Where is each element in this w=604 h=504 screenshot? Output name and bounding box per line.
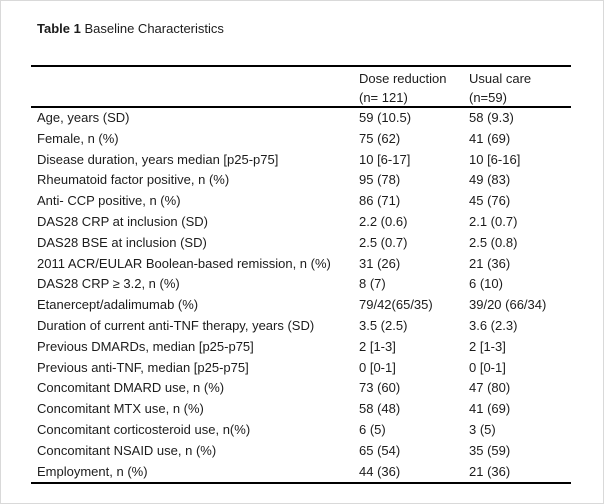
- usual-care-value: 41 (69): [469, 130, 511, 146]
- row-label: Concomitant corticosteroid use, n(%): [37, 421, 251, 437]
- header-dose-reduction-label: Dose reduction: [359, 71, 447, 86]
- row-label: Concomitant MTX use, n (%): [37, 401, 204, 417]
- table-row: [31, 129, 571, 150]
- dose-reduction-value: 0 [0-1]: [359, 359, 396, 375]
- dose-reduction-value: 3.5 (2.5): [359, 317, 408, 333]
- row-label: 2011 ACR/EULAR Boolean-based remission, n (%): [37, 255, 331, 271]
- dose-reduction-value: 75 (62): [359, 130, 401, 146]
- dose-reduction-value: 10 [6-17]: [359, 151, 411, 167]
- usual-care-value: 2.5 (0.8): [469, 234, 518, 250]
- row-label: Disease duration, years median [p25-p75]: [37, 151, 279, 167]
- table-row: [31, 441, 571, 462]
- table-row: [31, 378, 571, 399]
- usual-care-value: 3 (5): [469, 421, 496, 437]
- table-row: [31, 462, 571, 483]
- usual-care-value: 47 (80): [469, 380, 511, 396]
- usual-care-value: 6 (10): [469, 276, 503, 292]
- usual-care-value: 21 (36): [469, 463, 511, 479]
- header-dose-reduction: [359, 67, 469, 106]
- usual-care-value: 0 [0-1]: [469, 359, 506, 375]
- table-row: [31, 337, 571, 358]
- usual-care-value: 35 (59): [469, 442, 511, 458]
- dose-reduction-value: 8 (7): [359, 276, 386, 292]
- usual-care-value: 2.1 (0.7): [469, 213, 518, 229]
- table-row: [31, 295, 571, 316]
- header-empty-cell: [31, 67, 359, 106]
- dose-reduction-value: 86 (71): [359, 193, 401, 209]
- dose-reduction-value: 2.5 (0.7): [359, 234, 408, 250]
- row-label: DAS28 CRP ≥ 3.2, n (%): [37, 276, 180, 292]
- table-header: [31, 67, 571, 108]
- row-label: Etanercept/adalimumab (%): [37, 297, 199, 313]
- usual-care-value: 2 [1-3]: [469, 338, 506, 354]
- dose-reduction-value: 2 [1-3]: [359, 338, 396, 354]
- row-label: Anti- CCP positive, n (%): [37, 193, 181, 209]
- table-row: [31, 254, 571, 275]
- row-label: Duration of current anti-TNF therapy, years (SD): [37, 317, 315, 333]
- table-row: [31, 358, 571, 379]
- table-row: [31, 420, 571, 441]
- usual-care-value: 21 (36): [469, 255, 511, 271]
- header-dose-reduction-n: (n= 121): [359, 90, 408, 105]
- row-label: Age, years (SD): [37, 110, 130, 125]
- table-row: [31, 212, 571, 233]
- dose-reduction-value: 58 (48): [359, 401, 401, 417]
- row-label: DAS28 CRP at inclusion (SD): [37, 213, 208, 229]
- dose-reduction-value: 6 (5): [359, 421, 386, 437]
- row-label: Concomitant DMARD use, n (%): [37, 380, 225, 396]
- baseline-characteristics-table: [31, 65, 571, 484]
- table-row: [31, 233, 571, 254]
- header-usual-care-n: (n=59): [469, 90, 507, 105]
- row-label: Concomitant NSAID use, n (%): [37, 442, 217, 458]
- table-row: [31, 399, 571, 420]
- dose-reduction-value: 65 (54): [359, 442, 401, 458]
- usual-care-value: 10 [6-16]: [469, 151, 521, 167]
- table-row: [31, 150, 571, 171]
- usual-care-value: 39/20 (66/34): [469, 297, 547, 313]
- table-row: [31, 274, 571, 295]
- dose-reduction-value: 44 (36): [359, 463, 401, 479]
- row-label: DAS28 BSE at inclusion (SD): [37, 234, 207, 250]
- usual-care-value: 49 (83): [469, 172, 511, 188]
- usual-care-value: 3.6 (2.3): [469, 317, 518, 333]
- table-row: [31, 191, 571, 212]
- table-row: [31, 108, 571, 129]
- dose-reduction-value: 31 (26): [359, 255, 401, 271]
- table-body: [31, 108, 571, 484]
- table-caption: [37, 21, 224, 37]
- usual-care-value: 45 (76): [469, 193, 511, 209]
- header-usual-care: [469, 67, 571, 106]
- header-row: [31, 67, 571, 106]
- usual-care-value: 58 (9.3): [469, 110, 514, 125]
- header-usual-care-label: Usual care: [469, 71, 532, 86]
- table-row: [31, 170, 571, 191]
- dose-reduction-value: 73 (60): [359, 380, 401, 396]
- table-row: [31, 316, 571, 337]
- dose-reduction-value: 59 (10.5): [359, 110, 412, 125]
- row-label: Rheumatoid factor positive, n (%): [37, 172, 230, 188]
- table-number: Table 1: [37, 21, 81, 36]
- row-label: Previous anti-TNF, median [p25-p75]: [37, 359, 249, 375]
- usual-care-value: 41 (69): [469, 401, 511, 417]
- row-label: Employment, n (%): [37, 463, 148, 479]
- row-label: Previous DMARDs, median [p25-p75]: [37, 338, 254, 354]
- row-label: Female, n (%): [37, 130, 119, 146]
- dose-reduction-value: 95 (78): [359, 172, 401, 188]
- dose-reduction-value: 2.2 (0.6): [359, 213, 408, 229]
- table-title: Baseline Characteristics: [80, 21, 224, 36]
- dose-reduction-value: 79/42(65/35): [359, 297, 433, 313]
